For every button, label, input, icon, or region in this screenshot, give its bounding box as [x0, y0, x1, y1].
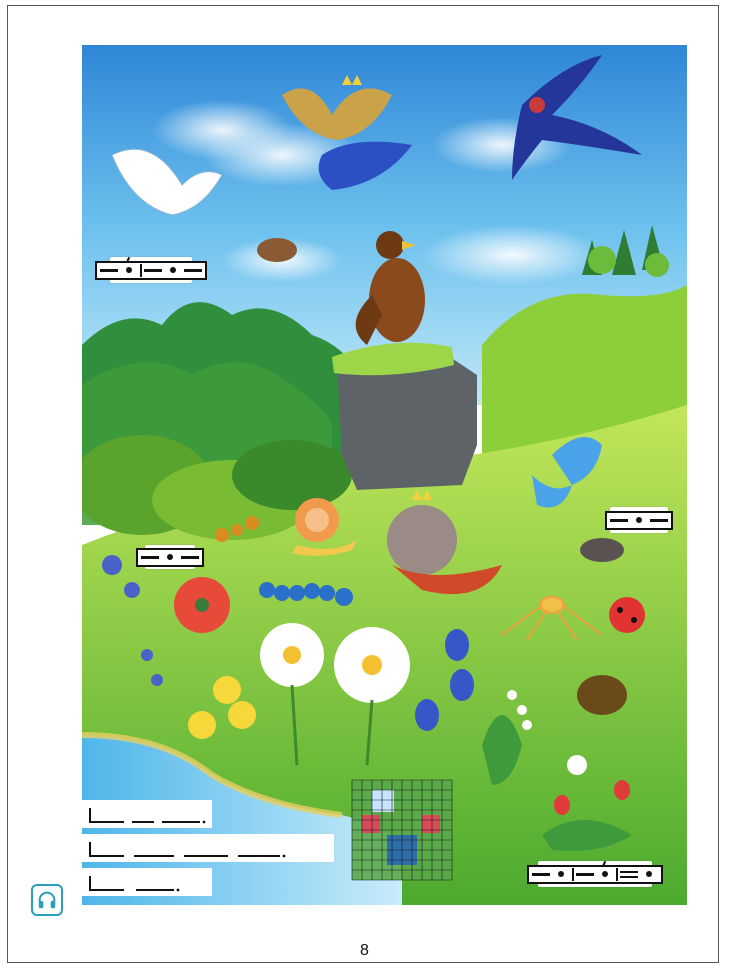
cross-stitch-pattern	[352, 780, 452, 880]
meadow-illustration	[82, 45, 687, 905]
page-number: 8	[360, 942, 369, 959]
audio-button[interactable]	[31, 884, 63, 916]
beetle	[577, 675, 627, 715]
poppy	[174, 577, 230, 633]
ladybug	[609, 597, 645, 633]
stag-beetle	[580, 538, 624, 562]
scheme-ant	[145, 545, 195, 569]
rock	[332, 343, 477, 490]
headphones-icon	[36, 889, 58, 911]
scheme-butterfly	[610, 507, 668, 533]
scene-svg	[82, 45, 687, 905]
scheme-strawberry	[538, 861, 652, 887]
sparrow	[257, 238, 297, 262]
sentence-scheme-1	[82, 800, 212, 828]
sentence-scheme-2	[82, 834, 334, 862]
sentence-scheme-3	[82, 868, 212, 896]
scheme-dove	[110, 257, 192, 283]
